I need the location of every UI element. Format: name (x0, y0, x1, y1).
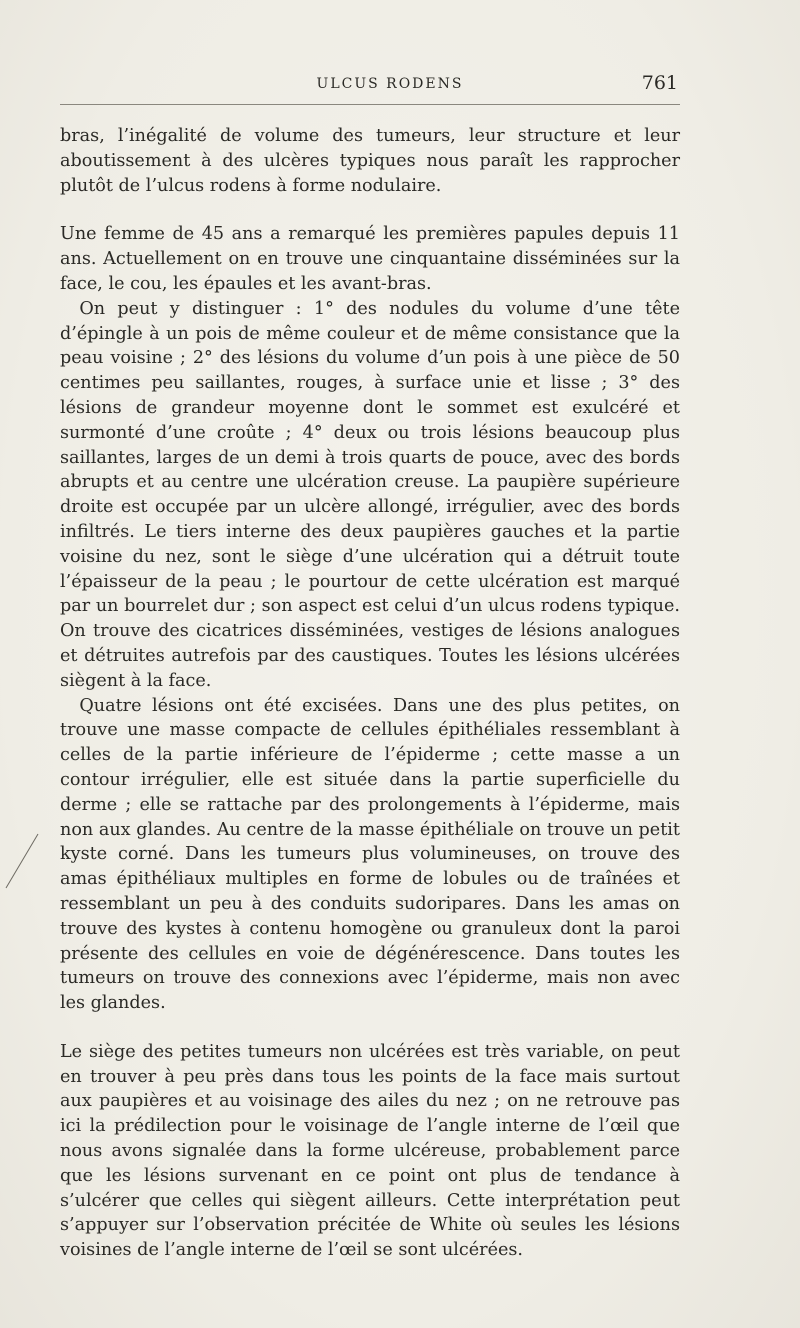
page-number: 761 (641, 72, 678, 94)
paragraph-histology: Quatre lésions ont été excisées. Dans une des plus petites, on trouve une masse compacte de cellules épithéliales ressemblant à celles de la partie inférieure de l’épiderme ; cette masse a un contour irrégulier, elle est située dans la partie superficielle du derme ; elle se rattache par des prolongements à l’épiderme, mais non aux glandes. Au centre de la masse épithéliale on trouve un petit kyste corné. Dans les tumeurs plus volumineuses, on trouve des amas épithéliaux multiples en forme de lobules ou de traînées et ressemblant un peu à des conduits sudoripares. Dans les amas on trouve des kystes à contenu homogène ou granuleux dont la paroi présente des cellules en voie de dégénérescence. Dans toutes les tumeurs on trouve des connexions avec l’épiderme, mais non avec les glandes. (60, 695, 680, 1014)
paragraph-continuation: bras, l’inégalité de volume des tumeurs, leur structure et leur aboutissement à des ulcères typiques nous paraît les rapprocher plutôt de l’ulcus rodens à forme nodulaire. (60, 126, 680, 196)
running-title: ULCUS RODENS (316, 76, 464, 92)
paragraph-lesions: On peut y distinguer : 1° des nodules du volume d’une tête d’épingle à un pois de même couleur et de même consistance que la peau voisine ; 2° des lésions du volume d’un pois à une pièce de 50 centimes peu saillantes, rouges, à surface unie et lisse ; 3° des lésions de grandeur moyenne dont le sommet est exulcéré et surmonté d’une croûte ; 4° deux ou trois lésions beaucoup plus saillantes, larges de un demi à trois quarts de pouce, avec des bords abrupts et au centre une ulcération creuse. La paupière supérieure droite est occupée par un ulcère allongé, irrégulier, avec des bords infiltrés. Le tiers interne des deux paupières gauches et la partie voisine du nez, sont le siège d’une ulcération qui a détruit toute l’épaisseur de la peau ; le pourtour de cette ulcération est marqué par un bourrelet dur ; son aspect est celui d’un ulcus rodens typique. On trouve des cicatrices disséminées, vestiges de lésions analogues et détruites autrefois par des caustiques. Toutes les lésions ulcérées siègent à la face. (60, 298, 680, 691)
paragraph-gap (60, 198, 680, 222)
paragraph-gap (60, 1016, 680, 1040)
paragraph-case-intro: Une femme de 45 ans a remarqué les premières papules depuis 11 ans. Actuellement on en trouve une cinquantaine disséminées sur la face, le cou, les épaules et les avant-bras. (60, 224, 680, 294)
header-rule (60, 104, 680, 105)
body-text (60, 124, 680, 1263)
paragraph-location: Le siège des petites tumeurs non ulcérées est très variable, on peut en trouver à peu près dans tous les points de la face mais surtout aux paupières et au voisinage des ailes du nez ; on ne retrouve pas ici la prédilection pour le voisinage de l’angle interne de l’œil que nous avons signalée dans la forme ulcéreuse, probablement parce que les lésions survenant en ce point ont plus de tendance à s’ulcérer que celles qui siègent ailleurs. Cette interprétation peut s’appuyer sur l’observation précitée de White où seules les lésions voisines de l’angle interne de l’œil se sont ulcérées. (60, 1041, 680, 1261)
pencil-mark-icon (2, 832, 42, 892)
page-header (60, 72, 680, 102)
